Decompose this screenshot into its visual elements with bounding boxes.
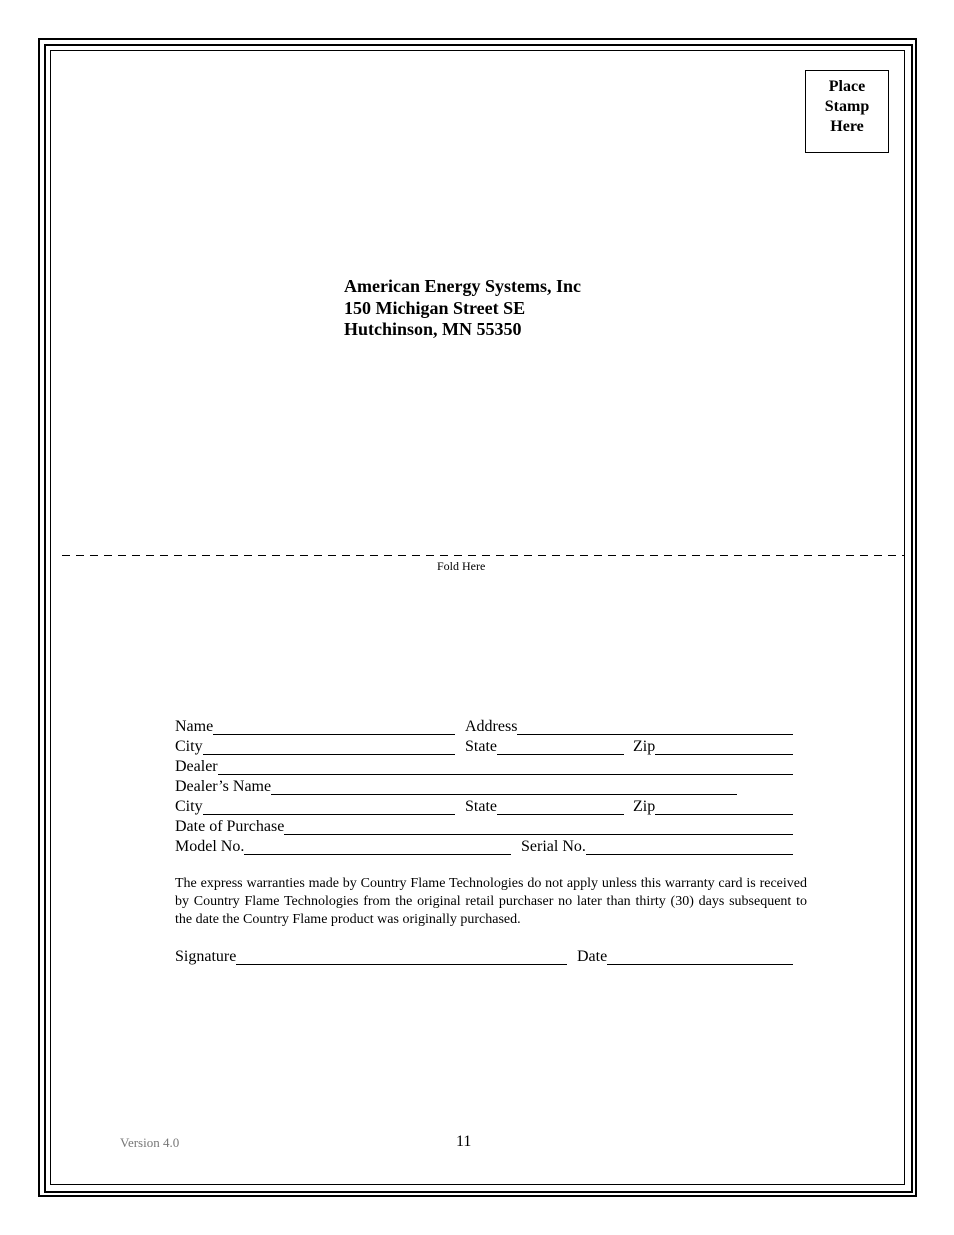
model-no-label: Model No. [175,838,245,855]
stamp-text-line: Place [828,78,866,95]
dealers-name-label: Dealer’s Name [175,778,272,795]
address-street: 150 Michigan Street SE [344,297,526,318]
form-row-city-state-zip [175,738,795,758]
form-row-model-serial [175,838,795,858]
state-label: State [465,738,497,755]
fold-label: Fold Here [437,559,486,573]
dealer-state-field[interactable] [465,798,624,816]
form-row-name-address [175,718,795,738]
form-row-dealers-name [175,778,795,798]
address-line[interactable] [517,720,793,735]
form-row-dealer [175,758,795,778]
mailing-address [344,276,581,341]
form-row-date-of-purchase [175,818,795,838]
address-company: American Energy Systems, Inc [344,276,581,296]
dealer-city-field[interactable] [175,798,455,816]
state-line[interactable] [497,740,624,755]
date-of-purchase-field[interactable] [175,818,793,836]
city-label: City [175,738,203,755]
dealer-zip-field[interactable] [633,798,793,816]
signature-date-field[interactable] [577,948,793,966]
address-field[interactable] [465,718,793,736]
date-of-purchase-line[interactable] [284,820,793,835]
signature-date-label: Date [577,948,608,965]
stamp-box [805,70,889,153]
state-field[interactable] [465,738,624,756]
zip-field[interactable] [633,738,793,756]
name-label: Name [175,718,214,735]
form-row-dealer-city-state-zip [175,798,795,818]
signature-line[interactable] [236,950,567,965]
zip-line[interactable] [655,740,793,755]
city-line[interactable] [203,740,455,755]
name-field[interactable] [175,718,455,736]
zip-label: Zip [633,738,656,755]
address-label: Address [465,718,518,735]
serial-no-line[interactable] [586,840,793,855]
signature-date-line[interactable] [607,950,793,965]
page-border-inner [50,50,905,1185]
city-field[interactable] [175,738,455,756]
stamp-text-line: Stamp [824,98,870,115]
version-label: Version 4.0 [120,1135,180,1150]
name-line[interactable] [213,720,455,735]
signature-label: Signature [175,948,237,965]
address-city-state-zip: Hutchinson, MN 55350 [344,319,522,339]
page-number: 11 [456,1133,472,1150]
date-of-purchase-label: Date of Purchase [175,818,285,835]
model-no-field[interactable] [175,838,511,856]
fold-line [62,555,904,556]
serial-no-label: Serial No. [521,838,586,855]
dealer-label: Dealer [175,758,218,775]
serial-no-field[interactable] [521,838,793,856]
model-no-line[interactable] [244,840,511,855]
signature-field[interactable] [175,948,567,966]
dealer-field[interactable] [175,758,793,776]
warranty-disclaimer: The express warranties made by Country Flame Technologies do not apply unless this warranty card is received by Country Flame Technologies from the original retail purchaser no later than thirty (30) days subsequent to the date the Country Flame product was originally purchased. [175,876,807,927]
dealer-city-label: City [175,798,203,815]
dealer-state-label: State [465,798,497,815]
signature-row [175,948,795,968]
dealer-zip-label: Zip [633,798,656,815]
dealer-zip-line[interactable] [655,800,793,815]
dealers-name-field[interactable] [175,778,737,796]
stamp-text-line: Here [830,118,864,135]
dealers-name-line[interactable] [271,780,737,795]
dealer-city-line[interactable] [203,800,455,815]
dealer-state-line[interactable] [497,800,624,815]
dealer-line[interactable] [218,760,793,775]
